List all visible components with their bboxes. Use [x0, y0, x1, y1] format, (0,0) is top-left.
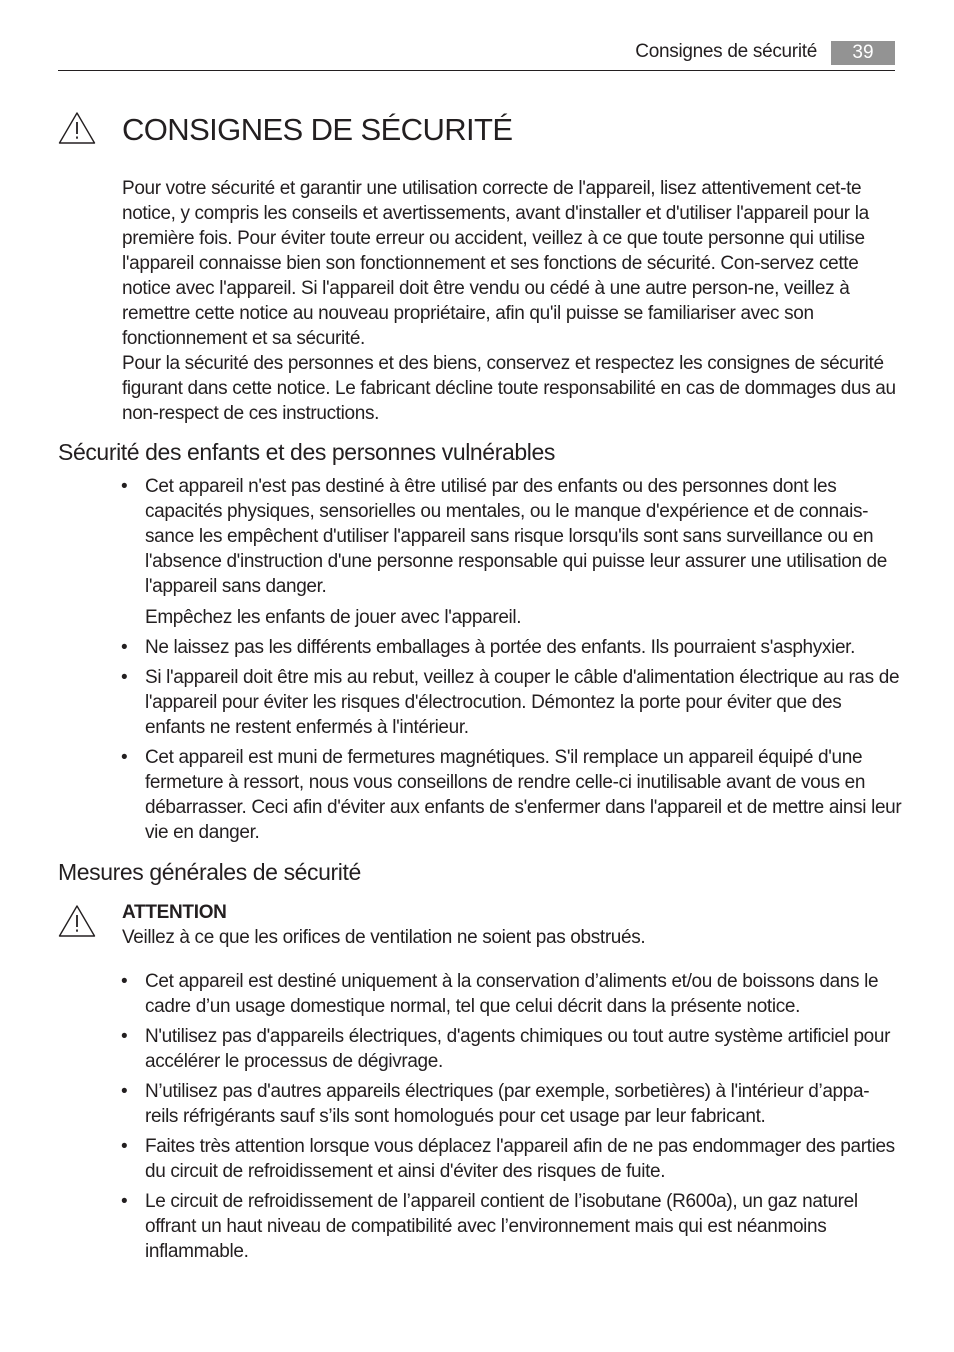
bullet-icon: • [121, 1081, 128, 1102]
warning-triangle-icon [58, 111, 96, 145]
attention-title: ATTENTION [122, 902, 227, 923]
list-item-text: Faites très attention lorsque vous déplacez l'appareil afin de ne pas endommager des parties du circuit de refroidissement et ainsi d'éviter des risques de fuite. [145, 1136, 895, 1182]
page-title: CONSIGNES DE SÉCURITÉ [122, 112, 513, 147]
bullet-icon: • [121, 747, 128, 768]
list-item-text: Cet appareil n'est pas destiné à être utilisé par des enfants ou des personnes dont les capacités physiques, sensorielles ou mentales, ou le manque d'expérience et de connais-sance les empêchent d'utiliser l'appareil sans risque lorsqu'ils sont sans surveillance ou en l'absence d'instruction d'une personne responsable qui puisse leur assurer une utilisation de l'appareil sans danger. [145, 476, 887, 597]
list-item-text: N’utilisez pas d'autres appareils électriques (par exemple, sorbetières) à l'intérieur d’appa-reils réfrigérants sauf s’ils sont homologués pour cet usage par leur fabricant. [145, 1081, 870, 1127]
warning-triangle-icon [58, 904, 96, 938]
intro-paragraph: Pour votre sécurité et garantir une utilisation correcte de l'appareil, lisez attentivement cet-te notice, y compris les conseils et avertissements, avant d'installer et d'utiliser l'appareil pour la première fois. Pour éviter toute erreur ou accident, veillez à ce que toute personne qui utilise l'appareil connaisse bien son fonctionnement et ses fonctions de sécurité. Con-servez cette notice avec l'appareil. Si l'appareil doit être vendu ou cédé à une autre person-ne, veillez à remettre cette notice au nouveau propriétaire, afin qu'il puisse se familiariser avec son fonctionnement et sa sécurité. [122, 178, 869, 349]
list-item-subtext: Empêchez les enfants de jouer avec l'appareil. [145, 607, 522, 628]
children-safety-list [112, 474, 902, 850]
list-item [112, 665, 902, 740]
intro-paragraph: Pour la sécurité des personnes et des biens, conservez et respectez les consignes de sécurité figurant dans cette notice. Le fabricant décline toute responsabilité en cas de dommages dus au non-respect de ces instructions. [122, 353, 896, 424]
list-item-text: Si l'appareil doit être mis au rebut, veillez à couper le câble d'alimentation électrique au ras de l'appareil pour éviter les risques d'électrocution. Démontez la porte pour éviter que des enfants ne restent enfermés à l'intérieur. [145, 667, 900, 738]
bullet-icon: • [121, 1026, 128, 1047]
list-item [112, 635, 902, 660]
bullet-icon: • [121, 971, 128, 992]
bullet-icon: • [121, 667, 128, 688]
list-item [112, 1134, 902, 1184]
page-number: 39 [831, 41, 895, 65]
list-item-text: Cet appareil est muni de fermetures magnétiques. S'il remplace un appareil équipé d'une fermeture à ressort, nous vous conseillons de rendre celle-ci inutilisable avant de vous en débarrasser. Ceci afin d'éviter aux enfants de s'enfermer dans l'appareil et de mettre ainsi leur vie en danger. [145, 747, 902, 843]
bullet-icon: • [121, 1191, 128, 1212]
general-safety-list [112, 969, 902, 1269]
section-heading-children: Sécurité des enfants et des personnes vulnérables [58, 439, 555, 465]
bullet-icon: • [121, 637, 128, 658]
list-item [112, 745, 902, 845]
bullet-icon: • [121, 1136, 128, 1157]
intro-text [122, 176, 897, 426]
list-item [112, 1079, 902, 1129]
list-item-text: Ne laissez pas les différents emballages à portée des enfants. Ils pourraient s'asphyxier. [145, 637, 856, 658]
list-item [112, 1189, 902, 1264]
header-rule [58, 70, 895, 71]
list-item-text: Cet appareil est destiné uniquement à la conservation d’aliments et/ou de boissons dans le cadre d’un usage domestique normal, tel que celui décrit dans la présente notice. [145, 971, 879, 1017]
attention-text: Veillez à ce que les orifices de ventilation ne soient pas obstrués. [122, 927, 646, 948]
section-heading-general: Mesures générales de sécurité [58, 859, 361, 885]
list-item-text: N'utilisez pas d'appareils électriques, d'agents chimiques ou tout autre système artificiel pour accélérer le processus de dégivrage. [145, 1026, 891, 1072]
list-item-text: Le circuit de refroidissement de l’appareil contient de l’isobutane (R600a), un gaz naturel offrant un haut niveau de compatibilité avec l’environnement mais qui est néanmoins inflammable. [145, 1191, 858, 1262]
list-item [112, 1024, 902, 1074]
bullet-icon: • [121, 476, 128, 497]
running-header-title: Consignes de sécurité [635, 41, 817, 62]
list-item [112, 474, 902, 630]
list-item [112, 969, 902, 1019]
attention-box [122, 900, 897, 950]
